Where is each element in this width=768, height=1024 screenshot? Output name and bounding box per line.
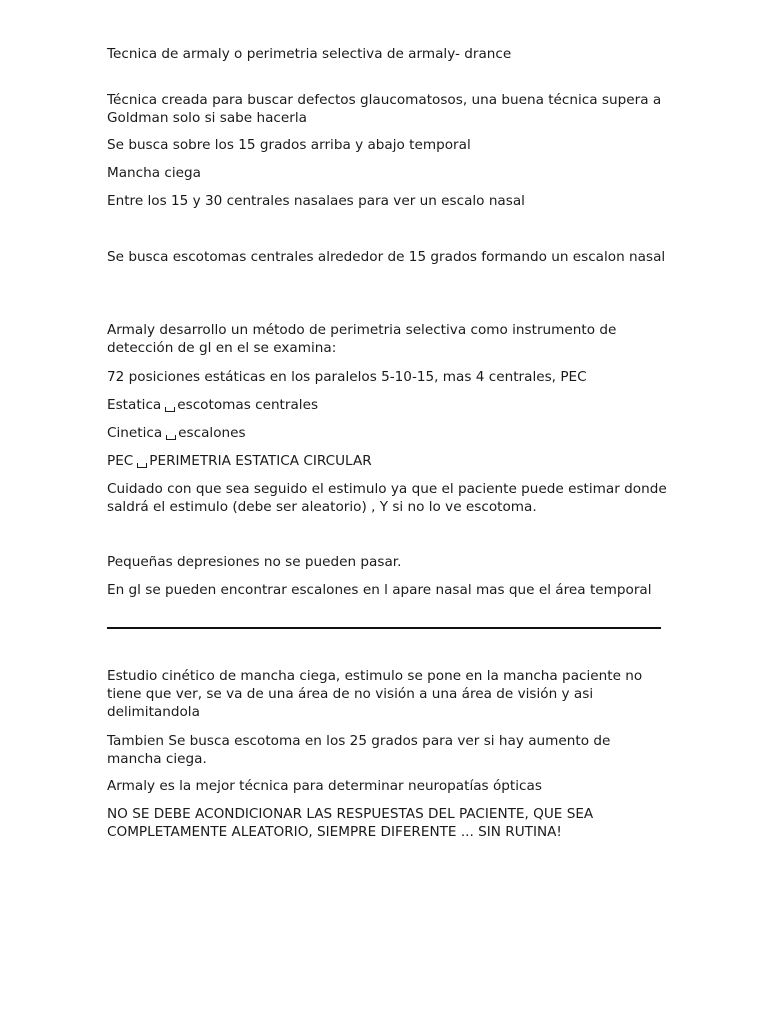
definition-line-pec	[107, 452, 667, 470]
term: PEC	[107, 453, 134, 469]
arrow-symbol-icon	[165, 407, 175, 412]
paragraph: Cuidado con que sea seguido el estimulo ya que el paciente puede estimar donde saldrá el estimulo (debe ser aleatorio) , Y si no lo ve escotoma.	[107, 481, 667, 515]
arrow-symbol-icon	[137, 463, 147, 468]
paragraph: En gl se pueden encontrar escalones en l apare nasal mas que el área temporal	[107, 582, 652, 598]
definition-line-cinetica	[107, 424, 667, 442]
definition-line-estatica	[107, 396, 667, 414]
paragraph: Pequeñas depresiones no se pueden pasar.	[107, 554, 402, 570]
paragraph: Se busca escotomas centrales alrededor de 15 grados formando un escalon nasal	[107, 249, 666, 265]
paragraph: Técnica creada para buscar defectos glaucomatosos, una buena técnica supera a Goldman solo si sabe hacerla	[107, 92, 662, 126]
document-title: Tecnica de armaly o perimetria selectiva de armaly- drance	[107, 46, 512, 62]
definition: escotomas centrales	[177, 397, 319, 413]
arrow-symbol-icon	[166, 435, 176, 440]
paragraph: 72 posiciones estáticas en los paralelos 5-10-15, mas 4 centrales, PEC	[107, 369, 587, 385]
paragraph: Se busca sobre los 15 grados arriba y abajo temporal	[107, 137, 471, 153]
paragraph: Tambien Se busca escotoma en los 25 grados para ver si hay aumento de mancha ciega.	[107, 733, 611, 767]
paragraph: Entre los 15 y 30 centrales nasalaes para ver un escalo nasal	[107, 193, 525, 209]
paragraph: Estudio cinético de mancha ciega, estimulo se pone en la mancha paciente no tiene que ver, se va de una área de no visión a una área de visión y asi delimitandola	[107, 668, 643, 720]
definition: escalones	[178, 425, 246, 441]
term: Estatica	[107, 397, 162, 413]
paragraph: Armaly es la mejor técnica para determinar neuropatías ópticas	[107, 778, 542, 794]
paragraph: Armaly desarrollo un método de perimetria selectiva como instrumento de detección de gl en el se examina:	[107, 322, 617, 356]
paragraph: NO SE DEBE ACONDICIONAR LAS RESPUESTAS DEL PACIENTE, QUE SEA COMPLETAMENTE ALEATORIO, SIEMPRE DIFERENTE ... SIN RUTINA!	[107, 806, 594, 840]
horizontal-rule	[107, 627, 661, 629]
definition: PERIMETRIA ESTATICA CIRCULAR	[149, 453, 372, 469]
paragraph: Mancha ciega	[107, 165, 201, 181]
term: Cinetica	[107, 425, 163, 441]
